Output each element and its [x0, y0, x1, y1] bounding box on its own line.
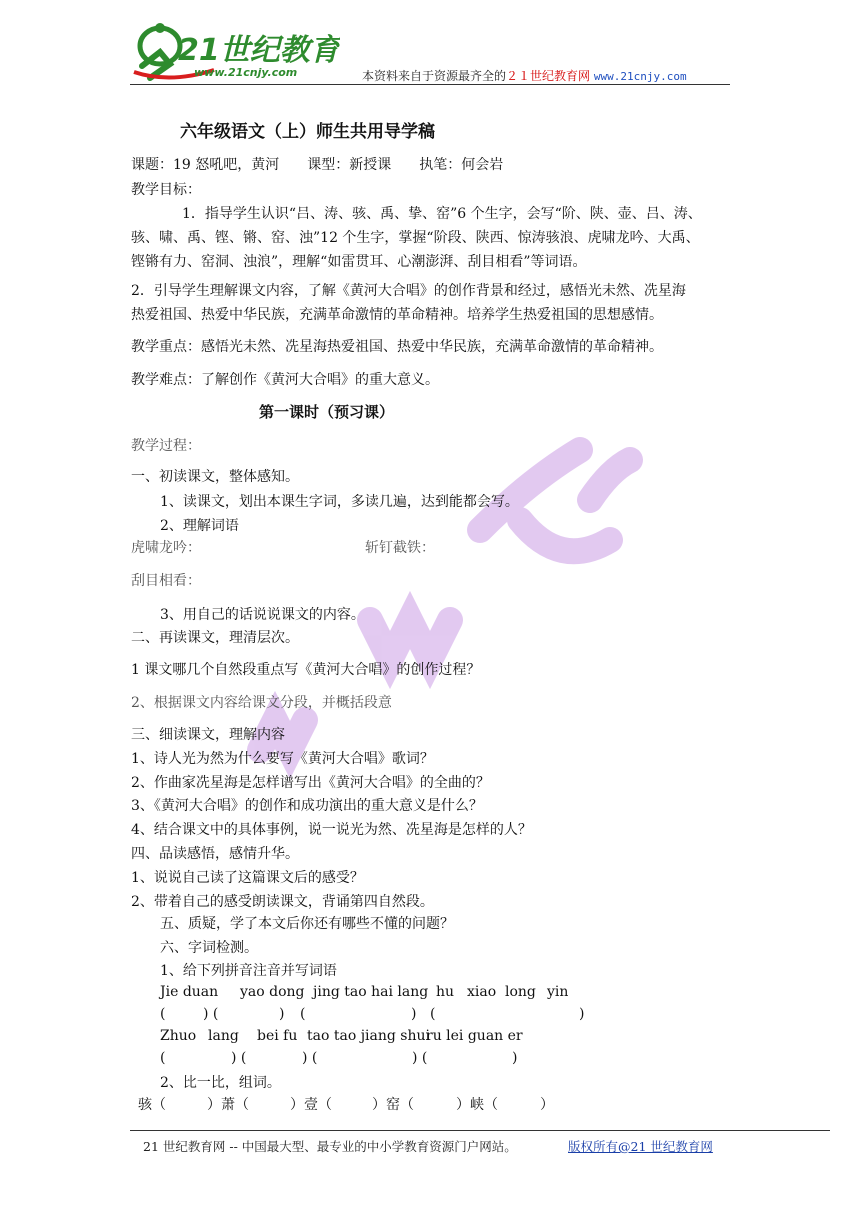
section-1-item-3: 3、用自己的话说说课文的内容。 — [160, 607, 365, 623]
section-4-heading: 四、品读感悟，感情升华。 — [131, 846, 299, 862]
pinyin-word: xiao — [467, 984, 497, 1000]
blank-bracket: ) ( — [203, 1006, 219, 1022]
logo-text: 21世纪教育 — [178, 33, 340, 68]
footer-copyright-link[interactable]: 版权所有@21 世纪教育网 — [568, 1139, 713, 1154]
goal-1-line-2: 骇、啸、禹、铿、锵、窑、浊”12 个生字，掌握“阶段、陕西、惊涛骇浪、虎啸龙吟、大禹、 — [131, 230, 700, 246]
blank-bracket: ) — [411, 1006, 417, 1022]
goal-2-line-1: 2．引导学生理解课文内容，了解《黄河大合唱》的创作背景和经过，感悟光未然、冼星海 — [131, 283, 686, 299]
word-2-label: 斩钉截铁： — [365, 540, 435, 556]
section-3-item-4: 4、结合课文中的具体事例，说一说光为然、冼星海是怎样的人？ — [131, 822, 532, 838]
pinyin-word: yao dong — [240, 984, 305, 1000]
compare-cell: ）峡（ — [456, 1097, 498, 1113]
pinyin-word: bei fu — [257, 1028, 298, 1044]
section-6-item-2: 2、比一比，组词。 — [160, 1075, 281, 1091]
blank-bracket: ) ( — [302, 1050, 318, 1066]
header-divider — [130, 84, 730, 85]
header-source-note — [362, 67, 687, 84]
header-url-link[interactable]: www.21cnjy.com — [593, 70, 687, 83]
difficulty-point: 教学难点：了解创作《黄河大合唱》的重大意义。 — [131, 372, 439, 388]
blank-bracket: ) — [579, 1006, 585, 1022]
header-site-link[interactable]: ２１世纪教育网 — [506, 69, 591, 83]
section-3-heading: 三、细读课文，理解内容 — [131, 727, 285, 743]
pinyin-word: lang — [208, 1028, 239, 1044]
pinyin-word: tao tao jiang shui — [307, 1028, 430, 1044]
word-3-label: 刮目相看： — [131, 573, 201, 589]
section-1-item-2: 2、理解词语 — [160, 518, 239, 534]
compare-cell: 骇（ — [138, 1097, 166, 1113]
footer-divider — [130, 1130, 830, 1131]
blank-bracket: ( — [430, 1006, 436, 1022]
section-4-item-2: 2、带着自己的感受朗读课文，背诵第四自然段。 — [131, 894, 434, 910]
pinyin-word: long — [505, 984, 536, 1000]
section-3-item-2: 2、作曲家冼星海是怎样谱写出《黄河大合唱》的全曲的？ — [131, 775, 490, 791]
compare-cell: ）窑（ — [372, 1097, 414, 1113]
section-3-item-3: 3、《黄河大合唱》的创作和成功演出的重大意义是什么？ — [131, 798, 483, 814]
pinyin-word: Jie duan — [160, 984, 219, 1000]
header-note-prefix: 本资料来自于资源最齐全的 — [362, 69, 507, 83]
pinyin-word: Zhuo — [160, 1028, 197, 1044]
goal-2-line-2: 热爱祖国、热爱中华民族，充满革命激情的革命精神。培养学生热爱祖国的思想感情。 — [131, 307, 663, 323]
pinyin-word: hu — [436, 984, 455, 1000]
goal-1-line-1: 1．指导学生认识“吕、涛、骇、禹、挚、窑”6 个生字，会写“阶、陕、壶、吕、涛、 — [182, 206, 702, 222]
section-1-heading: 一、初读课文，整体感知。 — [131, 469, 299, 485]
lesson-heading: 第一课时（预习课） — [259, 403, 395, 421]
section-3-item-1: 1、诗人光为然为什么要写《黄河大合唱》歌词？ — [131, 751, 434, 767]
section-2-heading: 二、再读课文，理清层次。 — [131, 630, 299, 646]
lesson-meta: 课题：19 怒吼吧，黄河 课型：新授课 执笔：何会岩 — [131, 157, 504, 173]
section-6-item-1: 1、给下列拼音注音并写词语 — [160, 963, 337, 979]
section-6-heading: 六、字词检测。 — [160, 940, 258, 956]
runner-logo-icon — [130, 22, 340, 84]
compare-cell: ）壹（ — [290, 1097, 332, 1113]
blank-bracket: ) ( — [231, 1050, 247, 1066]
pinyin-word: yin — [547, 984, 569, 1000]
blank-bracket: ( — [160, 1050, 166, 1066]
compare-cell: ）萧（ — [207, 1097, 249, 1113]
goals-label: 教学目标： — [131, 182, 201, 198]
logo-url: www.21cnjy.com — [194, 66, 298, 79]
blank-bracket: ) — [512, 1050, 518, 1066]
site-logo[interactable] — [130, 22, 340, 84]
section-1-item-1: 1、读课文，划出本课生字词，多读几遍，达到能都会写。 — [160, 494, 519, 510]
blank-bracket: ) — [279, 1006, 285, 1022]
footer-text: 21 世纪教育网 -- 中国最大型、最专业的中小学教育资源门户网站。 — [143, 1139, 517, 1154]
compare-cell: ） — [540, 1097, 554, 1113]
goal-1-line-3: 铿锵有力、窑洞、浊浪”，理解“如雷贯耳、心潮澎湃、刮目相看”等词语。 — [131, 254, 587, 270]
section-4-item-1: 1、说说自己读了这篇课文后的感受？ — [131, 870, 364, 886]
section-2-item-2: 2、根据课文内容给课文分段，并概括段意 — [131, 695, 392, 711]
blank-bracket: ) ( — [412, 1050, 428, 1066]
pinyin-word: ru lei guan er — [426, 1028, 523, 1044]
key-point: 教学重点：感悟光未然、冼星海热爱祖国、热爱中华民族，充满革命激情的革命精神。 — [131, 339, 663, 355]
blank-bracket: ( — [160, 1006, 166, 1022]
pinyin-word: jing tao hai lang — [313, 984, 429, 1000]
document-title: 六年级语文（上）师生共用导学稿 — [180, 122, 435, 142]
blank-bracket: ( — [300, 1006, 306, 1022]
process-label: 教学过程： — [131, 438, 201, 454]
section-2-item-1: 1 课文哪几个自然段重点写《黄河大合唱》的创作过程？ — [131, 662, 481, 678]
section-5-heading: 五、质疑，学了本文后你还有哪些不懂的问题？ — [160, 916, 454, 932]
word-1-label: 虎啸龙吟： — [131, 540, 201, 556]
